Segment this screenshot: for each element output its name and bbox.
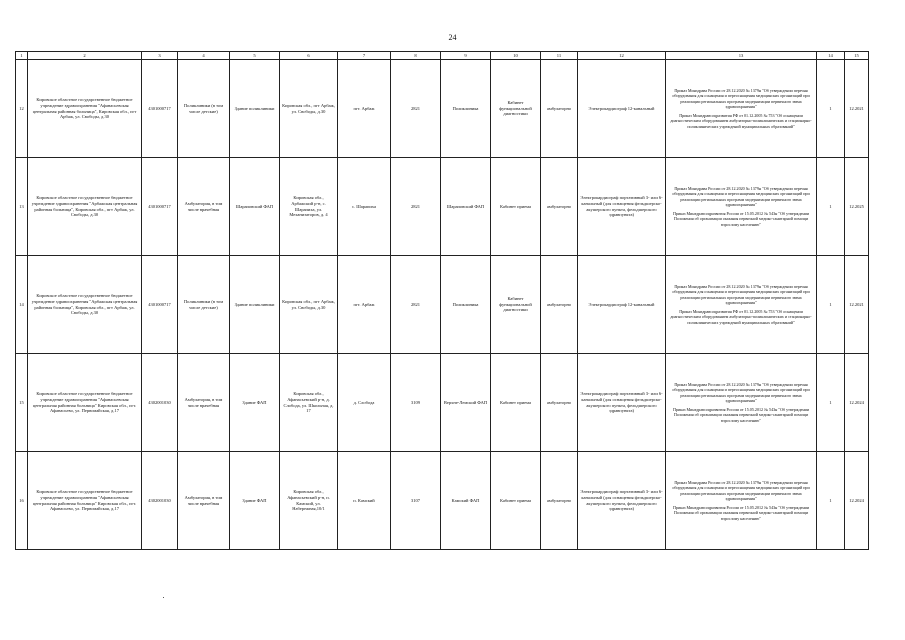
column-header-9: 9 <box>441 52 491 60</box>
date-cell: 12.2024 <box>845 354 869 452</box>
regulation-paragraph: Приказ Минздравсоцразвития РФ от 01.12.2005 № 753 "Об оснащении диагностическим оборудованием амбулаторно-поликлинических и стационарно-поликлинических учреждений муниципальных образований" <box>670 113 812 129</box>
column-header-3: 3 <box>142 52 178 60</box>
page-number: 24 <box>448 33 457 42</box>
inn-cell: 4301000717 <box>142 60 178 158</box>
table-row <box>16 158 869 256</box>
address-cell: Кировская обл., Афанасьевский р-н, п. Камский, ул. Набережная,10/1 <box>280 452 338 550</box>
regulation-cell <box>666 158 817 256</box>
unit-cell: Поликлиника <box>441 256 491 354</box>
quantity-cell: 1 <box>817 256 845 354</box>
quantity-cell: 1 <box>817 452 845 550</box>
facility-type-cell: Поликлиники (в том числе детские) <box>178 60 230 158</box>
care-conditions-cell: амбулаторно <box>541 354 578 452</box>
inn-cell: 4302001030 <box>142 354 178 452</box>
row-number-cell: 16 <box>16 452 28 550</box>
inn-cell: 4301000717 <box>142 256 178 354</box>
regulation-cell <box>666 60 817 158</box>
inn-cell: 4301000717 <box>142 158 178 256</box>
regulation-paragraph: Приказ Минздрава России от 28.12.2020 № 1379н "Об утверждении перечня оборудования для оснащения и переоснащения медицинских организаций при реализации региональных программ модернизации первичного звена здравоохранения" <box>672 480 810 501</box>
building-cell: Здание ФАП <box>230 354 280 452</box>
equipment-cell: Электрокардиограф портативный 3- или 6-канальный (для оснащения фельдшерско-акушерского пункта, фельдшерского здравпункта) <box>578 158 666 256</box>
organization-cell: Кировское областное государственное бюджетное учреждение здравоохранения "Афанасьевская центральная районная больница", Кировская обл., пгт Арбаж, ул. Свободы, д.30 <box>28 60 142 158</box>
table-row <box>16 452 869 550</box>
regulation-paragraph: Приказ Минздрава России от 28.12.2020 № 1379н "Об утверждении перечня оборудования для оснащения и переоснащения медицинских организаций при реализации региональных программ модернизации первичного звена здравоохранения" <box>672 284 810 305</box>
table-row <box>16 60 869 158</box>
equipment-cell: Электрокардиограф 12-канальный <box>578 60 666 158</box>
organization-cell: Кировское областное государственное бюджетное учреждение здравоохранения "Арбажская центральная районная больница", Кировская обл., пгт Арбаж, ул. Свободы, д.30 <box>28 158 142 256</box>
building-cell: Здание поликлиники <box>230 256 280 354</box>
column-header-1: 1 <box>16 52 28 60</box>
organization-cell: Кировское областное государственное бюджетное учреждение здравоохранения "Арбажская центральная районная больница", Кировская обл., пгт Арбаж, ул. Свободы, д.30 <box>28 256 142 354</box>
column-header-6: 6 <box>280 52 338 60</box>
population-cell: 3107 <box>391 452 441 550</box>
regulation-paragraph: Приказ Минздравсоцразвития России от 15.05.2012 № 543н "Об утверждении Положения об организации оказания первичной медико-санитарной помощи взрослому населению" <box>672 407 810 423</box>
building-cell: Здание поликлиники <box>230 60 280 158</box>
column-header-15: 15 <box>845 52 869 60</box>
row-number-cell: 14 <box>16 256 28 354</box>
row-number-cell: 15 <box>16 354 28 452</box>
column-number-row <box>16 52 869 60</box>
settlement-cell: п. Камский <box>338 452 391 550</box>
equipment-cell: Электрокардиограф портативный 3- или 6-канальный (для оснащения фельдшерско-акушерского пункта, фельдшерского здравпункта) <box>578 354 666 452</box>
facility-type-cell: Поликлиники (в том числе детские) <box>178 256 230 354</box>
column-header-8: 8 <box>391 52 441 60</box>
population-cell: 2821 <box>391 158 441 256</box>
table-row <box>16 256 869 354</box>
column-header-2: 2 <box>28 52 142 60</box>
organization-cell: Кировское областное государственное бюджетное учреждение здравоохранения "Афанасьевская центральная районная больница" Кировская обл., пгт. Афанасьево, ул. Первомайская, д.17 <box>28 354 142 452</box>
column-header-5: 5 <box>230 52 280 60</box>
unit-cell: Шараповский ФАП <box>441 158 491 256</box>
cabinet-cell: Кабинет приема <box>491 354 541 452</box>
regulation-paragraph: Приказ Минздрава России от 28.12.2020 № 1379н "Об утверждении перечня оборудования для оснащения и переоснащения медицинских организаций при реализации региональных программ модернизации первичного звена здравоохранения" <box>672 88 810 109</box>
address-cell: Кировская обл., пгт Арбаж, ул. Свободы, д.30 <box>280 60 338 158</box>
row-number-cell: 13 <box>16 158 28 256</box>
equipment-cell: Электрокардиограф 12-канальный <box>578 256 666 354</box>
column-header-4: 4 <box>178 52 230 60</box>
address-cell: Кировская обл., Афанасьевский р-н, д. Слобода, ул. Школьная, д. 17 <box>280 354 338 452</box>
address-cell: Кировская обл., Арбажский р-н, с. Шарапиха, ул. Механизаторов, д. 4 <box>280 158 338 256</box>
regulation-paragraph: Приказ Минздравсоцразвития России от 15.05.2012 № 543н "Об утверждении Положения об организации оказания первичной медико-санитарной помощи взрослому населению" <box>672 505 810 521</box>
quantity-cell: 1 <box>817 60 845 158</box>
column-header-10: 10 <box>491 52 541 60</box>
unit-cell: Поликлиника <box>441 60 491 158</box>
settlement-cell: пгт. Арбаж <box>338 60 391 158</box>
row-number-cell: 12 <box>16 60 28 158</box>
regulation-paragraph: Приказ Минздравсоцразвития РФ от 01.12.2005 № 753 "Об оснащении диагностическим оборудованием амбулаторно-поликлинических и стационарно-поликлинических учреждений муниципальных образований" <box>670 309 812 325</box>
facility-type-cell: Амбулатория, в том числе врачебная <box>178 354 230 452</box>
column-header-13: 13 <box>666 52 817 60</box>
care-conditions-cell: амбулаторно <box>541 452 578 550</box>
population-cell: 3109 <box>391 354 441 452</box>
care-conditions-cell: амбулаторно <box>541 60 578 158</box>
regulation-paragraph: Приказ Минздравсоцразвития России от 15.05.2012 № 543н "Об утверждении Положения об организации оказания первичной медико-санитарной помощи взрослому населению" <box>672 211 810 227</box>
table-body <box>16 60 869 550</box>
registry-table <box>15 51 869 550</box>
equipment-cell: Электрокардиограф портативный 3- или 6-канальный (для оснащения фельдшерско-акушерского пункта, фельдшерского здравпункта) <box>578 452 666 550</box>
regulation-cell <box>666 256 817 354</box>
address-cell: Кировская обл., пгт Арбаж, ул. Свободы, д.30 <box>280 256 338 354</box>
care-conditions-cell: амбулаторно <box>541 158 578 256</box>
settlement-cell: с. Шарапиха <box>338 158 391 256</box>
cabinet-cell: Кабинет функциональной диагностики <box>491 60 541 158</box>
building-cell: Здание ФАП <box>230 452 280 550</box>
quantity-cell: 1 <box>817 354 845 452</box>
building-cell: Шараповский ФАП <box>230 158 280 256</box>
population-cell: 2821 <box>391 256 441 354</box>
date-cell: 12.2024 <box>845 452 869 550</box>
date-cell: 12.2021 <box>845 256 869 354</box>
date-cell: 12.2021 <box>845 60 869 158</box>
table-row <box>16 354 869 452</box>
column-header-11: 11 <box>541 52 578 60</box>
cabinet-cell: Кабинет приема <box>491 452 541 550</box>
regulation-paragraph: Приказ Минздрава России от 28.12.2020 № 1379н "Об утверждении перечня оборудования для оснащения и переоснащения медицинских организаций при реализации региональных программ модернизации первичного звена здравоохранения" <box>672 382 810 403</box>
facility-type-cell: Амбулатория, в том числе врачебная <box>178 158 230 256</box>
unit-cell: Камский ФАП <box>441 452 491 550</box>
facility-type-cell: Амбулатория, в том числе врачебная <box>178 452 230 550</box>
regulation-cell <box>666 452 817 550</box>
column-header-7: 7 <box>338 52 391 60</box>
population-cell: 2821 <box>391 60 441 158</box>
regulation-cell <box>666 354 817 452</box>
settlement-cell: д. Слобода <box>338 354 391 452</box>
care-conditions-cell: амбулаторно <box>541 256 578 354</box>
settlement-cell: пгт. Арбаж <box>338 256 391 354</box>
scan-speck <box>163 597 164 598</box>
inn-cell: 4302001030 <box>142 452 178 550</box>
organization-cell: Кировское областное государственное бюджетное учреждение здравоохранения "Афанасьевская центральная районная больница" Кировская обл., пгт. Афанасьево, ул. Первомайская, д.17 <box>28 452 142 550</box>
quantity-cell: 1 <box>817 158 845 256</box>
regulation-paragraph: Приказ Минздрава России от 28.12.2020 № 1379н "Об утверждении перечня оборудования для оснащения и переоснащения медицинских организаций при реализации региональных программ модернизации первичного звена здравоохранения" <box>672 186 810 207</box>
column-header-12: 12 <box>578 52 666 60</box>
cabinet-cell: Кабинет приема <box>491 158 541 256</box>
date-cell: 12.2025 <box>845 158 869 256</box>
cabinet-cell: Кабинет функциональной диагностики <box>491 256 541 354</box>
unit-cell: Верхне-Лемский ФАП <box>441 354 491 452</box>
column-header-14: 14 <box>817 52 845 60</box>
